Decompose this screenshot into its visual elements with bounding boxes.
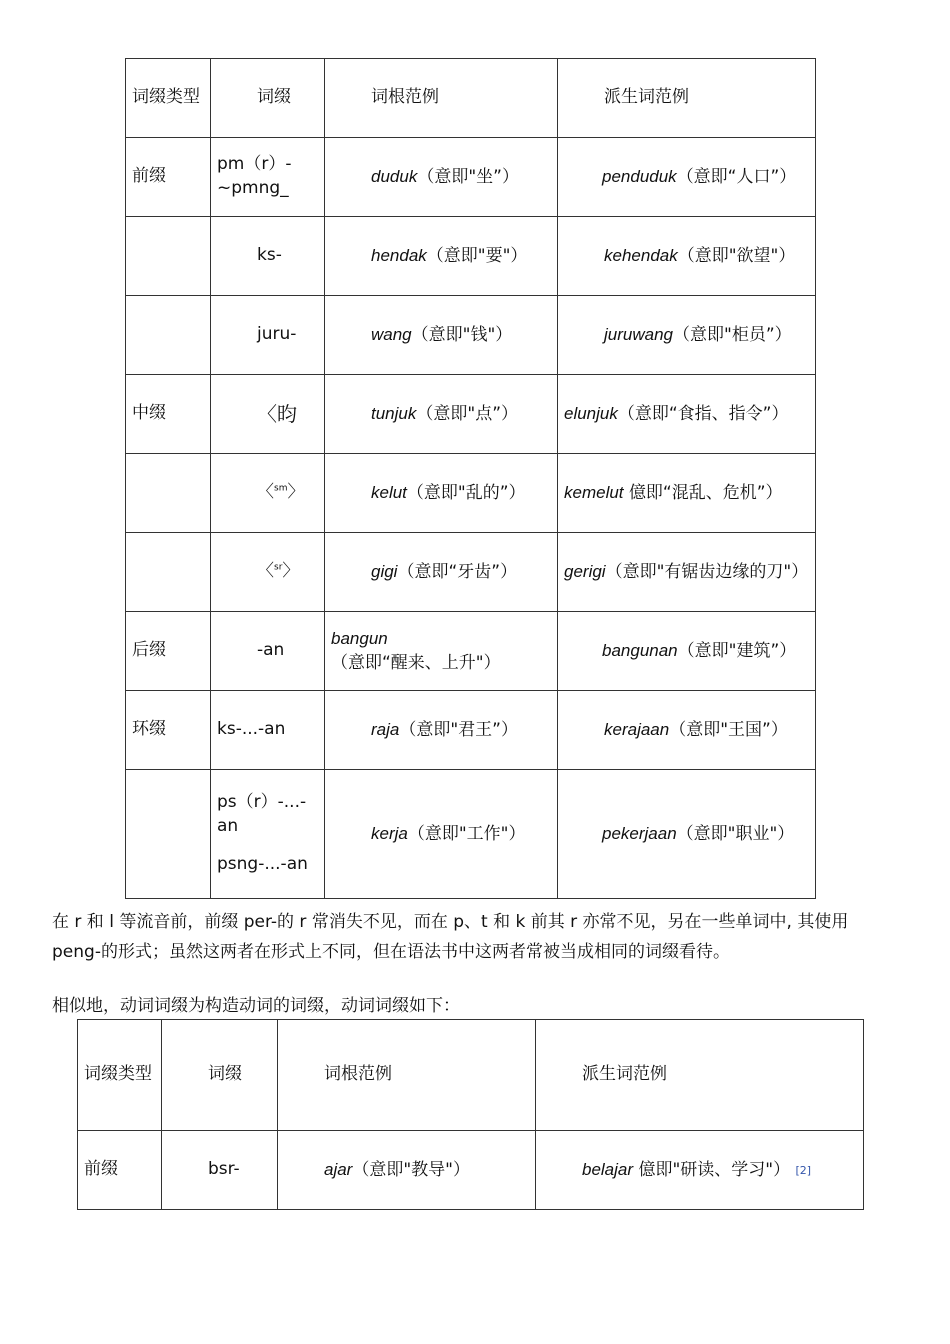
- derived-gloss: （意即“人口”）: [676, 166, 797, 187]
- derived-example-cell: [558, 454, 816, 533]
- derived-gloss: 億即“混乱、危机”）: [628, 482, 783, 503]
- affix-open-bracket: 〈: [257, 482, 274, 503]
- table-row: [126, 691, 816, 770]
- affix-type-cell: 后缀: [126, 612, 211, 691]
- affix-infix: sm: [274, 483, 288, 494]
- derived-gloss: （意即"欲望"）: [677, 245, 796, 266]
- root-word: wang: [371, 324, 412, 344]
- derived-example-cell: [558, 533, 816, 612]
- derived-gloss: （意即"有锯齿边缘的刀"）: [605, 561, 809, 582]
- derived-example-cell: [558, 138, 816, 217]
- body-paragraph: 相似地，动词词缀为构造动词的词缀，动词词缀如下：: [52, 996, 460, 1016]
- derived-word: belajar: [582, 1159, 634, 1179]
- header-root-example: 词根范例: [278, 1020, 536, 1131]
- root-word: ajar: [324, 1159, 353, 1179]
- reference-link[interactable]: [2]: [795, 1163, 812, 1177]
- table-row: [126, 138, 816, 217]
- affix-infix: sr: [274, 562, 283, 573]
- header-root-example: 词根范例: [325, 59, 558, 138]
- affix-type-cell: [126, 533, 211, 612]
- affix-cell: ks-: [211, 217, 325, 296]
- derived-word: elunjuk: [564, 403, 618, 423]
- root-word: hendak: [371, 245, 427, 265]
- derived-gloss: （意即"柜员”）: [673, 324, 792, 345]
- derived-example-cell: [536, 1131, 864, 1210]
- root-word: duduk: [371, 166, 418, 186]
- root-word: kerja: [371, 823, 408, 843]
- affix-cell: bsr-: [162, 1131, 278, 1210]
- root-gloss: （意即"点”）: [416, 403, 519, 424]
- affix-line-2: psng-...-an: [217, 853, 308, 874]
- derived-word: penduduk: [602, 166, 677, 186]
- root-word: tunjuk: [371, 403, 417, 423]
- table-row: [126, 612, 816, 691]
- root-gloss: （意即“醒来、上升"）: [331, 652, 501, 673]
- table-header-row: [78, 1020, 864, 1131]
- affix-cell: [211, 770, 325, 899]
- affix-type-cell: 前缀: [126, 138, 211, 217]
- root-example-cell: [325, 454, 558, 533]
- derived-example-cell: [558, 375, 816, 454]
- table-row: [126, 770, 816, 899]
- affix-cell: ks-...-an: [211, 691, 325, 770]
- root-gloss: （意即"坐”）: [417, 166, 519, 187]
- derived-example-cell: [558, 217, 816, 296]
- root-example-cell: [325, 612, 558, 691]
- derived-word: kerajaan: [604, 719, 670, 739]
- root-example-cell: [325, 217, 558, 296]
- root-example-cell: [325, 296, 558, 375]
- header-affix: 词缀: [162, 1020, 278, 1131]
- affix-type-cell: [126, 217, 211, 296]
- derived-gloss: （意即"建筑”）: [677, 640, 797, 661]
- table-header-row: [126, 59, 816, 138]
- verb-affix-table: [77, 1019, 864, 1210]
- derived-word: bangunan: [602, 640, 678, 660]
- table-row: [126, 454, 816, 533]
- derived-gloss: （意即"职业"）: [676, 823, 795, 844]
- header-affix-type: 词缀类型: [126, 59, 211, 138]
- derived-gloss: （意即“食指、指令”）: [617, 403, 789, 424]
- header-derived-example: 派生词范例: [558, 59, 816, 138]
- root-example-cell: [325, 691, 558, 770]
- derived-example-cell: [558, 691, 816, 770]
- header-derived-example: 派生词范例: [536, 1020, 864, 1131]
- root-example-cell: [325, 375, 558, 454]
- affix-line-1: ps（r）-...-an: [217, 792, 307, 837]
- root-word: gigi: [371, 561, 398, 581]
- affix-cell: juru-: [211, 296, 325, 375]
- derived-word: pekerjaan: [602, 823, 677, 843]
- root-gloss: （意即"工作"）: [407, 823, 526, 844]
- affix-open-bracket: 〈: [257, 561, 274, 582]
- affix-type-cell: 环缀: [126, 691, 211, 770]
- root-gloss: （意即"乱的”）: [406, 482, 526, 503]
- derived-gloss: （意即"王国”）: [669, 719, 788, 740]
- affix-cell: [211, 533, 325, 612]
- root-example-cell: [278, 1131, 536, 1210]
- derived-word: gerigi: [564, 561, 606, 581]
- header-affix: 词缀: [211, 59, 325, 138]
- affix-cell: -an: [211, 612, 325, 691]
- root-example-cell: [325, 138, 558, 217]
- derived-example-cell: [558, 296, 816, 375]
- body-paragraph: 在 r 和 l 等流音前，前缀 per-的 r 常消失不见，而在 p、t 和 k 前其 r 亦常不见，另在一些单词中, 其使用 peng-的形式；虽然这两者在形式上不同，但在语法书中这两者常被当成相同的词缀看待。: [52, 912, 849, 962]
- root-example-cell: [325, 533, 558, 612]
- table-row: [126, 217, 816, 296]
- affix-type-cell: 前缀: [78, 1131, 162, 1210]
- table-row: [78, 1131, 864, 1210]
- derived-word: kehendak: [604, 245, 678, 265]
- affix-cell: 〈昀: [211, 375, 325, 454]
- table-row: [126, 296, 816, 375]
- root-example-cell: [325, 770, 558, 899]
- root-gloss: （意即"君王”）: [399, 719, 518, 740]
- derived-example-cell: [558, 612, 816, 691]
- root-word: raja: [371, 719, 400, 739]
- affix-type-cell: [126, 770, 211, 899]
- root-gloss: （意即"教导"）: [352, 1159, 470, 1180]
- derived-word: juruwang: [604, 324, 673, 344]
- affix-cell: [211, 454, 325, 533]
- derived-gloss: 億即"研读、学习"）: [638, 1159, 791, 1180]
- affix-close-bracket: 〉: [287, 482, 305, 503]
- affix-type-cell: 中缀: [126, 375, 211, 454]
- root-gloss: （意即"要"）: [426, 245, 528, 266]
- affix-type-cell: [126, 296, 211, 375]
- header-affix-type: 词缀类型: [78, 1020, 162, 1131]
- table-row: [126, 375, 816, 454]
- root-word: bangun: [331, 628, 388, 648]
- root-gloss: （意即"钱"）: [411, 324, 513, 345]
- derived-example-cell: [558, 770, 816, 899]
- affix-cell: pm（r）-~pmng_: [211, 138, 325, 217]
- root-gloss: （意即“牙齿”）: [397, 561, 518, 582]
- affix-type-cell: [126, 454, 211, 533]
- affix-close-bracket: 〉: [282, 561, 300, 582]
- root-word: kelut: [371, 482, 407, 502]
- derived-word: kemelut: [564, 482, 624, 502]
- table-row: [126, 533, 816, 612]
- noun-affix-table: [125, 58, 816, 899]
